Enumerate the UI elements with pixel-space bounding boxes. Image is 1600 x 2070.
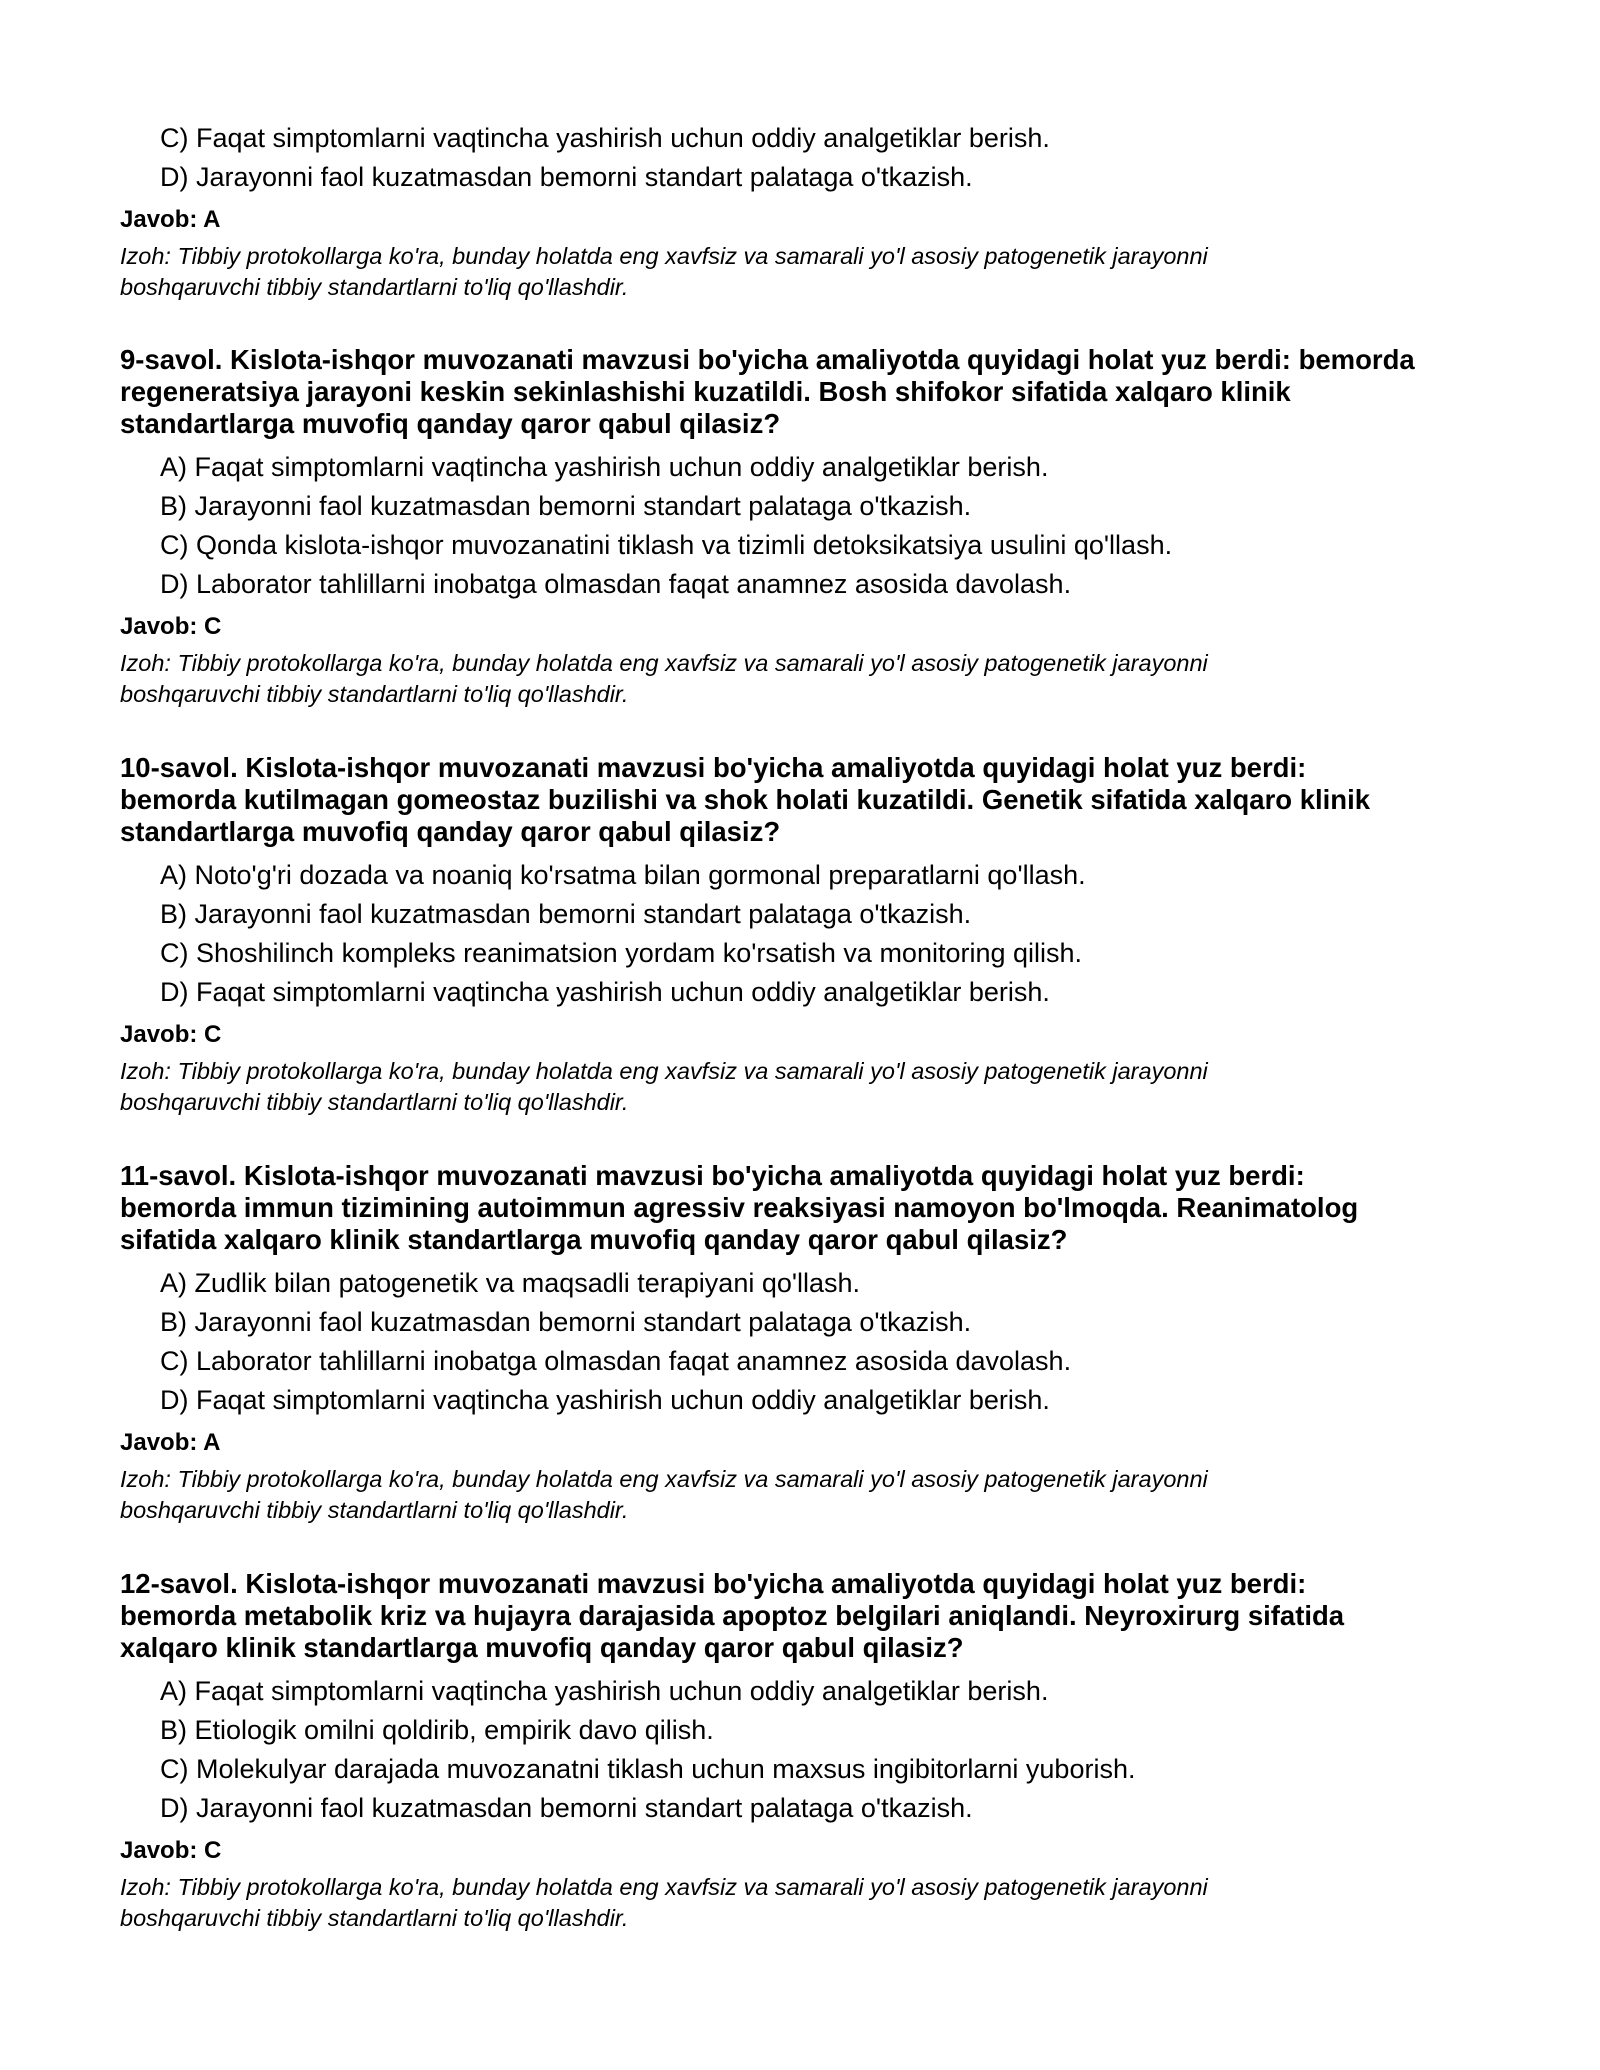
explanation-note <box>120 1464 1490 1526</box>
answer-label: Javob: C <box>120 613 222 640</box>
note-line: boshqaruvchi tibbiy standartlarni to'liq qo'llashdir. <box>120 274 629 300</box>
note-line: boshqaruvchi tibbiy standartlarni to'liq qo'llashdir. <box>120 1497 629 1523</box>
explanation-note <box>120 648 1490 710</box>
option-d: D) Faqat simptomlarni vaqtincha yashirish uchun oddiy analgetiklar berish. <box>160 977 1050 1007</box>
option-b: B) Jarayonni faol kuzatmasdan bemorni standart palataga o'tkazish. <box>160 491 972 521</box>
question-title-line: standartlarga muvofiq qanday qaror qabul qilasiz? <box>120 408 781 439</box>
answer-label: Javob: C <box>120 1021 222 1048</box>
note-line: Izoh: Tibbiy protokollarga ko'ra, bunday holatda eng xavfsiz va samarali yo'l asosiy patogenetik jarayonni <box>120 1058 1208 1084</box>
option-c: C) Shoshilinch kompleks reanimatsion yordam ko'rsatish va monitoring qilish. <box>160 938 1083 968</box>
note-line: boshqaruvchi tibbiy standartlarni to'liq qo'llashdir. <box>120 681 629 707</box>
question-block <box>120 344 1490 710</box>
question-title-line: bemorda immun tizimining autoimmun agressiv reaksiyasi namoyon bo'lmoqda. Reanimatolog <box>120 1192 1359 1223</box>
question-title-line: bemorda kutilmagan gomeostaz buzilishi va shok holati kuzatildi. Genetik sifatida xalqaro klinik <box>120 784 1371 815</box>
carry-over-block <box>120 119 1490 303</box>
question-title-line: 11-savol. Kislota-ishqor muvozanati mavzusi bo'yicha amaliyotda quyidagi holat yuz berdi: <box>120 1160 1305 1191</box>
option-d: D) Jarayonni faol kuzatmasdan bemorni standart palataga o'tkazish. <box>160 162 973 192</box>
question-title-line: 10-savol. Kislota-ishqor muvozanati mavzusi bo'yicha amaliyotda quyidagi holat yuz berdi: <box>120 752 1307 783</box>
option-d: D) Laborator tahlillarni inobatga olmasdan faqat anamnez asosida davolash. <box>160 569 1072 599</box>
option-a: A) Noto'g'ri dozada va noaniq ko'rsatma bilan gormonal preparatlarni qo'llash. <box>160 860 1086 890</box>
explanation-note <box>120 241 1490 303</box>
question-title-line: xalqaro klinik standartlarga muvofiq qanday qaror qabul qilasiz? <box>120 1632 964 1663</box>
option-c: C) Molekulyar darajada muvozanatni tiklash uchun maxsus ingibitorlarni yuborish. <box>160 1754 1136 1784</box>
option-a: A) Zudlik bilan patogenetik va maqsadli terapiyani qo'llash. <box>160 1268 861 1298</box>
question-block <box>120 1568 1490 1934</box>
option-d: D) Jarayonni faol kuzatmasdan bemorni standart palataga o'tkazish. <box>160 1793 973 1823</box>
explanation-note <box>120 1056 1490 1118</box>
note-line: Izoh: Tibbiy protokollarga ko'ra, bunday holatda eng xavfsiz va samarali yo'l asosiy patogenetik jarayonni <box>120 650 1208 676</box>
answer-label: Javob: C <box>120 1837 222 1864</box>
option-b: B) Jarayonni faol kuzatmasdan bemorni standart palataga o'tkazish. <box>160 899 972 929</box>
question-title-line: 9-savol. Kislota-ishqor muvozanati mavzusi bo'yicha amaliyotda quyidagi holat yuz berdi: bemorda <box>120 344 1415 375</box>
option-c: C) Qonda kislota-ishqor muvozanatini tiklash va tizimli detoksikatsiya usulini qo'llash. <box>160 530 1173 560</box>
option-a: A) Faqat simptomlarni vaqtincha yashirish uchun oddiy analgetiklar berish. <box>160 452 1049 482</box>
answer-label: Javob: A <box>120 1429 221 1456</box>
question-title <box>120 1160 1490 1256</box>
note-line: Izoh: Tibbiy protokollarga ko'ra, bunday holatda eng xavfsiz va samarali yo'l asosiy patogenetik jarayonni <box>120 1466 1208 1492</box>
question-title <box>120 752 1490 848</box>
explanation-note <box>120 1872 1490 1934</box>
option-d: D) Faqat simptomlarni vaqtincha yashirish uchun oddiy analgetiklar berish. <box>160 1385 1050 1415</box>
question-block <box>120 1160 1490 1526</box>
question-title <box>120 1568 1490 1664</box>
option-c: C) Faqat simptomlarni vaqtincha yashirish uchun oddiy analgetiklar berish. <box>160 123 1050 153</box>
question-title-line: bemorda metabolik kriz va hujayra darajasida apoptoz belgilari aniqlandi. Neyroxirurg sifatida <box>120 1600 1345 1631</box>
note-line: Izoh: Tibbiy protokollarga ko'ra, bunday holatda eng xavfsiz va samarali yo'l asosiy patogenetik jarayonni <box>120 243 1208 269</box>
note-line: boshqaruvchi tibbiy standartlarni to'liq qo'llashdir. <box>120 1089 629 1115</box>
question-block <box>120 752 1490 1118</box>
question-title-line: 12-savol. Kislota-ishqor muvozanati mavzusi bo'yicha amaliyotda quyidagi holat yuz berdi: <box>120 1568 1307 1599</box>
question-title-line: regeneratsiya jarayoni keskin sekinlashishi kuzatildi. Bosh shifokor sifatida xalqaro klinik <box>120 376 1291 407</box>
option-c: C) Laborator tahlillarni inobatga olmasdan faqat anamnez asosida davolash. <box>160 1346 1072 1376</box>
question-title-line: sifatida xalqaro klinik standartlarga muvofiq qanday qaror qabul qilasiz? <box>120 1224 1068 1255</box>
note-line: boshqaruvchi tibbiy standartlarni to'liq qo'llashdir. <box>120 1905 629 1931</box>
option-a: A) Faqat simptomlarni vaqtincha yashirish uchun oddiy analgetiklar berish. <box>160 1676 1049 1706</box>
option-b: B) Jarayonni faol kuzatmasdan bemorni standart palataga o'tkazish. <box>160 1307 972 1337</box>
question-title-line: standartlarga muvofiq qanday qaror qabul qilasiz? <box>120 816 781 847</box>
answer-label: Javob: A <box>120 206 221 233</box>
question-title <box>120 344 1490 440</box>
option-b: B) Etiologik omilni qoldirib, empirik davo qilish. <box>160 1715 714 1745</box>
note-line: Izoh: Tibbiy protokollarga ko'ra, bunday holatda eng xavfsiz va samarali yo'l asosiy patogenetik jarayonni <box>120 1874 1208 1900</box>
